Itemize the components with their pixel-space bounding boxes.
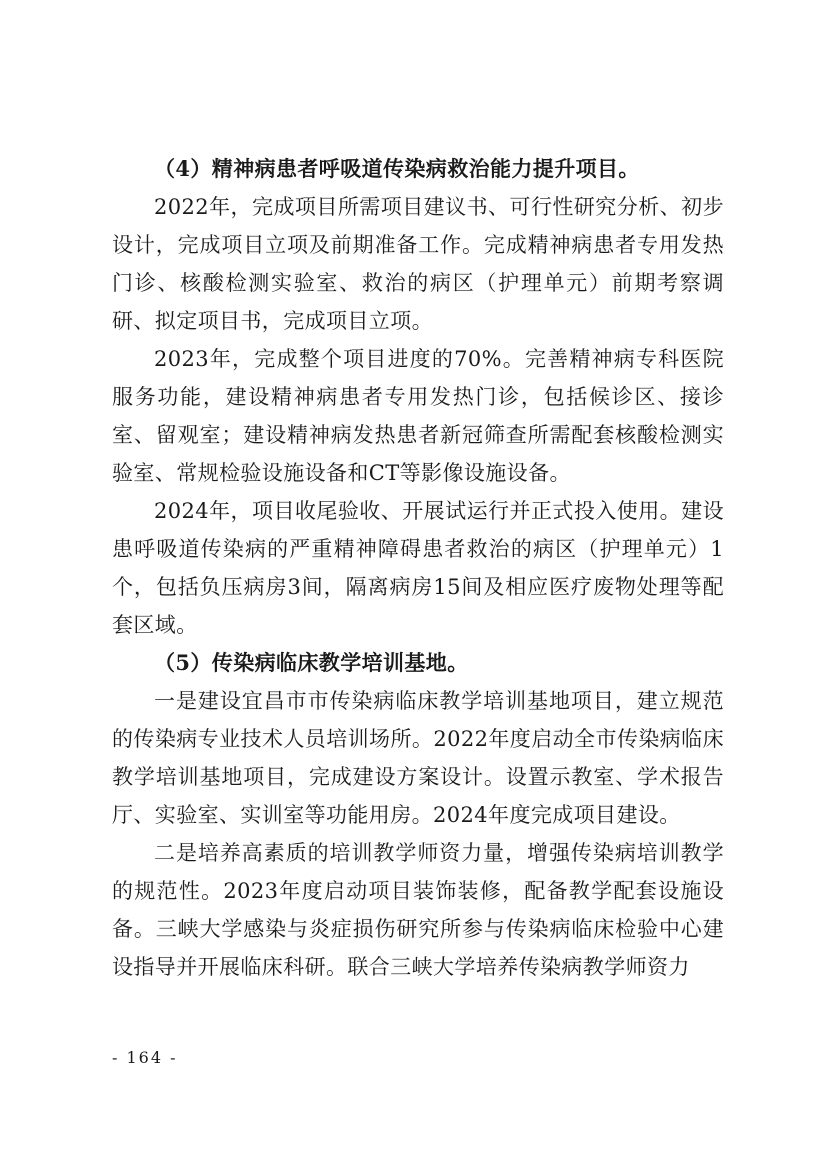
paragraph-2023: 2023年，完成整个项目进度的70%。完善精神病专科医院服务功能，建设精神病患者专用发热门诊，包括候诊区、接诊室、留观室；建设精神病发热患者新冠筛查所需配套核酸检测实验室、常规检验设施设备和CT等影像设施设备。 — [112, 347, 724, 485]
document-body — [112, 150, 724, 986]
paragraph-2022: 2022年，完成项目所需项目建议书、可行性研究分析、初步设计，完成项目立项及前期准备工作。完成精神病患者专用发热门诊、核酸检测实验室、救治的病区（护理单元）前期考察调研、拟定项目书，完成项目立项。 — [112, 195, 724, 333]
page-number: - 164 - — [112, 1048, 178, 1067]
paragraph-teaching-staff: 二是培养高素质的培训教学师资力量，增强传染病培训教学的规范性。2023年度启动项目装饰装修，配备教学配套设施设备。三峡大学感染与炎症损伤研究所参与传染病临床检验中心建设指导并开展临床科研。联合三峡大学培养传染病教学师资力 — [112, 841, 724, 979]
paragraph-2024: 2024年，项目收尾验收、开展试运行并正式投入使用。建设患呼吸道传染病的严重精神障碍患者救治的病区（护理单元）1个，包括负压病房3间，隔离病房15间及相应医疗废物处理等配套区域。 — [112, 499, 724, 637]
paragraph-training-base: 一是建设宜昌市市传染病临床教学培训基地项目，建立规范的传染病专业技术人员培训场所。2022年度启动全市传染病临床教学培训基地项目，完成建设方案设计。设置示教室、学术报告厅、实验室、实训室等功能用房。2024年度完成项目建设。 — [112, 689, 724, 827]
section-heading-5: （5）传染病临床教学培训基地。 — [154, 650, 469, 675]
section-heading-4: （4）精神病患者呼吸道传染病救治能力提升项目。 — [154, 156, 640, 181]
